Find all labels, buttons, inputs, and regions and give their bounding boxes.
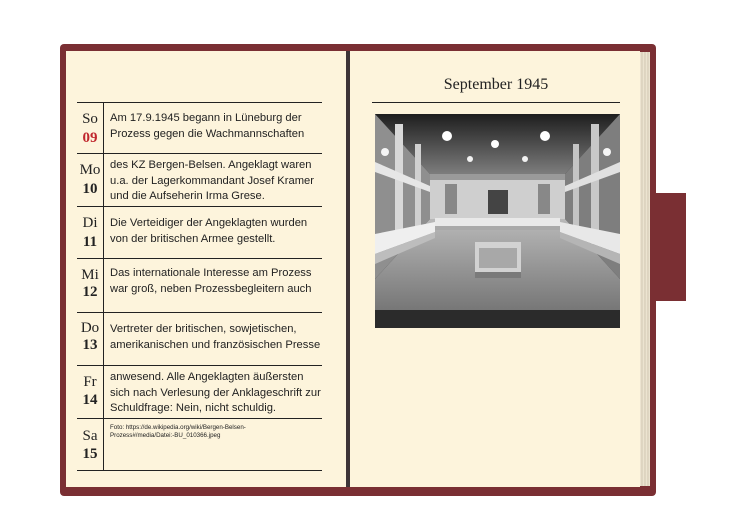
table-rule (77, 153, 322, 154)
title-rule (372, 102, 620, 103)
table-rule (77, 470, 322, 471)
table-rule (77, 312, 322, 313)
day-number: 10 (82, 181, 98, 197)
table-rule (77, 102, 322, 103)
photo-credit: Foto: https://de.wikipedia.org/wiki/Bergen-Belsen-Prozess#/media/Datei:-BU_010366.jpeg (110, 424, 246, 439)
day-number: 15 (82, 446, 98, 462)
day-name: Mi (81, 267, 99, 283)
day-number: 13 (82, 337, 98, 353)
day-entry: Das internationale Interesse am Prozess war groß, neben Prozessbegleitern auch (110, 267, 312, 295)
table-rule (77, 206, 322, 207)
day-number: 11 (82, 234, 98, 250)
day-column-divider (103, 102, 104, 471)
day-name: Fr (83, 374, 97, 390)
day-entry: anwesend. Alle Angeklagten äußersten sich nach Verlesung der Anklageschrift zur Schuldfrage: Nein, nicht schuldig. (110, 371, 321, 415)
day-name: Di (82, 215, 98, 231)
day-entry: Vertreter der britischen, sowjetischen, amerikanischen und französischen Presse (110, 323, 321, 351)
bookmark-tab (652, 193, 686, 301)
courtroom-photo (375, 114, 620, 328)
table-rule (77, 418, 322, 419)
month-title: September 1945 (443, 76, 549, 93)
day-name: So (82, 111, 98, 127)
day-name: Sa (82, 428, 98, 444)
courtroom-illustration (375, 114, 620, 328)
day-number: 09 (82, 130, 98, 146)
day-entry: des KZ Bergen-Belsen. Angeklagt waren u.a. der Lagerkommandant Josef Kramer und die Aufseherin Irma Grese. (110, 159, 314, 203)
day-name: Do (80, 320, 100, 336)
day-name: Mo (79, 162, 101, 178)
day-entry: Die Verteidiger der Angeklagten wurden von der britischen Armee gestellt. (110, 217, 308, 245)
table-rule (77, 365, 322, 366)
day-number: 14 (82, 392, 98, 408)
table-rule (77, 258, 322, 259)
day-entry: Am 17.9.1945 begann in Lüneburg der Prozess gegen die Wachmannschaften (110, 112, 305, 140)
day-number: 12 (82, 284, 98, 300)
book-spine (346, 51, 350, 487)
